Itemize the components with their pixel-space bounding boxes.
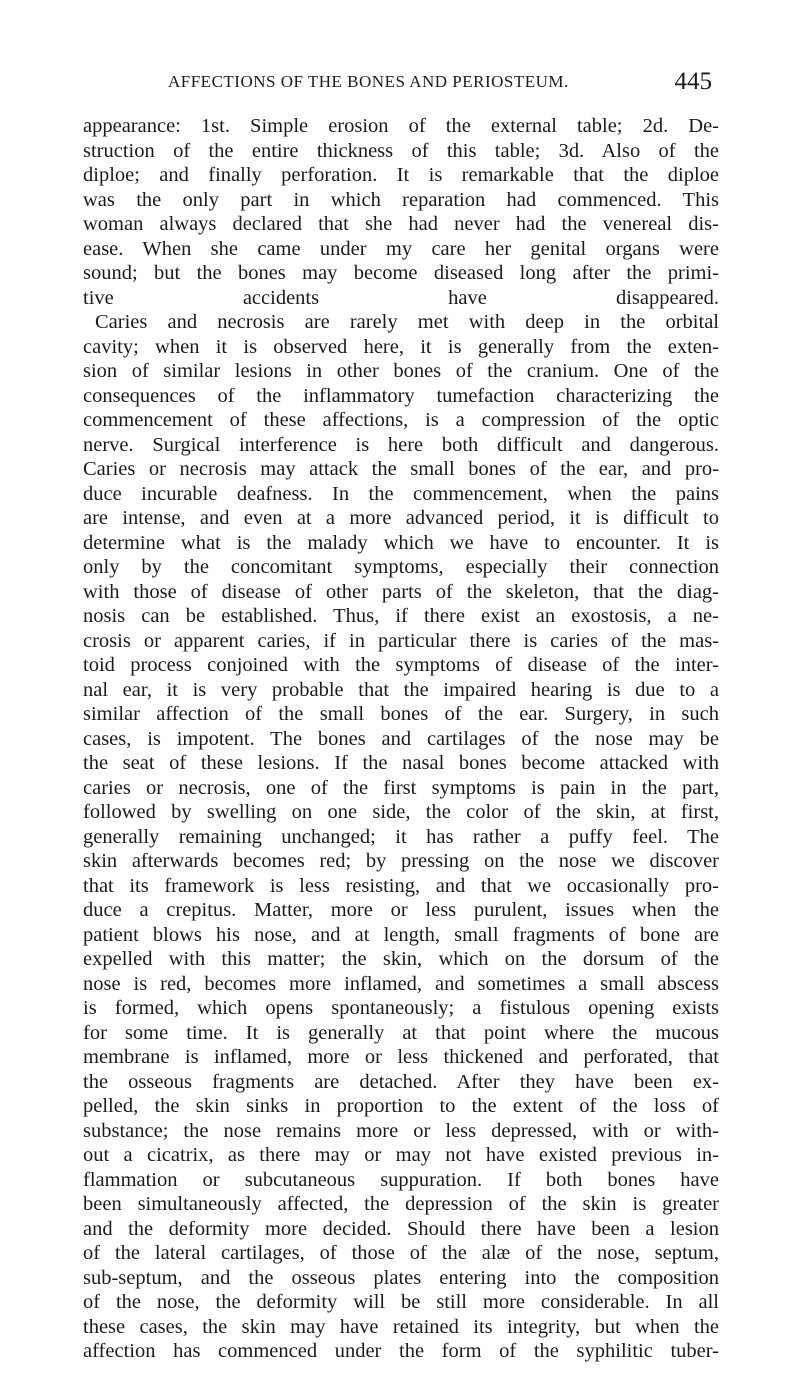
text-line: been simultaneously affected, the depression of the skin is greater [83, 1193, 719, 1215]
page-number: 445 [674, 68, 712, 95]
text-line: generally remaining unchanged; it has rather a puffy feel. The [83, 825, 719, 848]
text-line: skin afterwards becomes red; by pressing on the nose we discover [83, 850, 719, 872]
text-line: only by the concomitant symptoms, especially their connection [83, 556, 719, 578]
text-line: flammation or subcutaneous suppuration. If both bones have [83, 1168, 719, 1191]
text-line: are intense, and even at a more advanced period, it is difficult to [83, 507, 719, 529]
text-line: was the only part in which reparation had commenced. This [83, 188, 719, 211]
text-line: cavity; when it is observed here, it is generally from the exten- [83, 335, 719, 358]
text-line: membrane is inflamed, more or less thickened and perforated, that [83, 1046, 719, 1068]
text-line: sub-septum, and the osseous plates entering into the composition [83, 1266, 719, 1289]
text-line: of the nose, the deformity will be still more considerable. In all [83, 1291, 719, 1313]
text-line: these cases, the skin may have retained its integrity, but when the [83, 1315, 719, 1338]
text-line: affection has commenced under the form of the syphilitic tuber- [83, 1340, 719, 1362]
text-line: sion of similar lesions in other bones of the cranium. One of the [83, 360, 719, 382]
text-line: determine what is the malady which we have to encounter. It is [83, 531, 719, 554]
text-line: nosis can be established. Thus, if there exist an exostosis, a ne- [83, 605, 719, 627]
text-line: duce incurable deafness. In the commencement, when the pains [83, 482, 719, 505]
text-line: similar affection of the small bones of the ear. Surgery, in such [83, 703, 719, 725]
text-line: pelled, the skin sinks in proportion to the extent of the loss of [83, 1095, 719, 1117]
text-line: and the deformity more decided. Should there have been a lesion [83, 1217, 719, 1240]
text-line: the osseous fragments are detached. After they have been ex- [83, 1070, 719, 1093]
text-line: Caries and necrosis are rarely met with deep in the orbital [95, 311, 719, 333]
text-line: caries or necrosis, one of the first symptoms is pain in the part, [83, 776, 719, 799]
text-line: out a cicatrix, as there may or may not have existed previous in- [83, 1144, 719, 1166]
text-line: of the lateral cartilages, of those of the alæ of the nose, septum, [83, 1242, 719, 1264]
text-line: woman always declared that she had never had the venereal dis- [83, 213, 719, 235]
text-line: for some time. It is generally at that point where the mucous [83, 1021, 719, 1044]
text-line: that its framework is less resisting, and that we occasionally pro- [83, 874, 719, 897]
text-line: is formed, which opens spontaneously; a fistulous opening exists [83, 997, 719, 1019]
text-line: substance; the nose remains more or less depressed, with or with- [83, 1119, 719, 1142]
text-line: nerve. Surgical interference is here both difficult and dangerous. [83, 433, 719, 456]
text-line: the seat of these lesions. If the nasal bones become attacked with [83, 752, 719, 774]
text-line: nose is red, becomes more inflamed, and sometimes a small abscess [83, 972, 719, 995]
text-line: crosis or apparent caries, if in particular there is caries of the mas- [83, 629, 719, 652]
text-line: struction of the entire thickness of this table; 3d. Also of the [83, 139, 719, 162]
running-head [168, 68, 712, 100]
text-line: toid process conjoined with the symptoms of disease of the inter- [83, 654, 719, 676]
text-line: appearance: 1st. Simple erosion of the external table; 2d. De- [83, 115, 719, 137]
text-line: duce a crepitus. Matter, more or less purulent, issues when the [83, 899, 719, 921]
text-line: diploe; and finally perforation. It is remarkable that the diploe [83, 164, 719, 186]
running-head-title: AFFECTIONS OF THE BONES AND PERIOSTEUM. [168, 72, 569, 91]
text-line: nal ear, it is very probable that the impaired hearing is due to a [83, 678, 719, 701]
text-line: tive accidents have disappeared. [83, 286, 719, 309]
text-line: commencement of these affections, is a compression of the optic [83, 409, 719, 431]
text-line: patient blows his nose, and at length, small fragments of bone are [83, 923, 719, 946]
text-line: cases, is impotent. The bones and cartilages of the nose may be [83, 727, 719, 750]
text-line: expelled with this matter; the skin, which on the dorsum of the [83, 948, 719, 970]
text-line: with those of disease of other parts of the skeleton, that the diag- [83, 580, 719, 603]
text-line: sound; but the bones may become diseased long after the primi- [83, 262, 719, 284]
text-line: Caries or necrosis may attack the small bones of the ear, and pro- [83, 458, 719, 480]
body-text [83, 114, 719, 1364]
text-line: ease. When she came under my care her genital organs were [83, 237, 719, 260]
text-line: followed by swelling on one side, the color of the skin, at first, [83, 801, 719, 823]
text-line: consequences of the inflammatory tumefaction characterizing the [83, 384, 719, 407]
